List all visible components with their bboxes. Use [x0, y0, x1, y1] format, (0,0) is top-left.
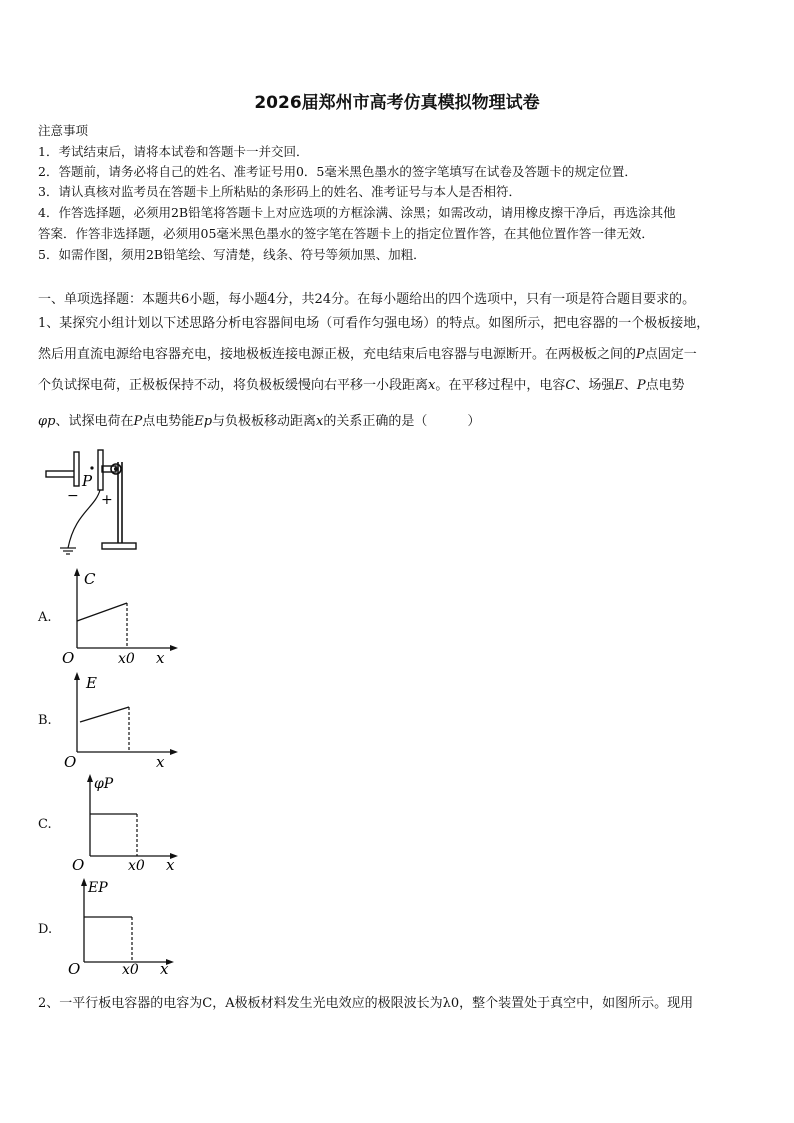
option-D-graph[interactable] — [66, 876, 186, 976]
minus-sign: − — [67, 488, 79, 504]
question-1-line-1: 1、某探究小组计划以下述思路分析电容器间电场（可看作匀强电场）的特点。如图所示，把电容器的一个极板接地， — [38, 316, 710, 331]
notice-item-4-cont: 答案．作答非选择题，必须用05毫米黑色墨水的签字笔在答题卡上的指定位置作答，在其他位置作答一律无效． — [38, 226, 654, 241]
option-D-x0: x0 — [122, 962, 139, 976]
section-heading: 一、单项选择题：本题共6小题，每小题4分，共24分。在每小题给出的四个选项中，只有一项是符合题目要求的。 — [38, 292, 696, 307]
question-2-line-1: 2、一平行板电容器的电容为C，A极板材料发生光电效应的极限波长为λ0，整个装置处于真空中，如图所示。现用 — [38, 996, 694, 1011]
option-C-x0: x0 — [128, 858, 145, 872]
notice-heading: 注意事项 — [38, 123, 89, 138]
option-C-label: C. — [38, 817, 52, 832]
option-A-graph[interactable] — [60, 568, 180, 668]
option-D-xlabel: x — [160, 960, 169, 976]
option-D-label: D. — [38, 922, 53, 937]
option-D-ylabel: EP — [88, 880, 108, 896]
question-1-line-4: φp、试探电荷在P点电势能Ep与负极板移动距离x的关系正确的是（ ） — [38, 414, 481, 429]
option-B-graph[interactable] — [60, 672, 180, 772]
capacitor-figure — [40, 448, 150, 558]
notice-item-2: 2．答题前，请务必将自己的姓名、准考证号用0．5毫米黑色墨水的签字笔填写在试卷及答题卡的规定位置． — [38, 164, 637, 179]
notice-item-5: 5．如需作图，须用2B铅笔绘、写清楚，线条、符号等须加黑、加粗． — [38, 247, 426, 262]
page-title: 2026届郑州市高考仿真模拟物理试卷 — [254, 93, 540, 113]
notice-item-3: 3．请认真核对监考员在答题卡上所粘贴的条形码上的姓名、准考证号与本人是否相符． — [38, 184, 521, 199]
option-B-label: B. — [38, 713, 52, 728]
notice-item-1: 1．考试结束后，请将本试卷和答题卡一并交回． — [38, 144, 309, 159]
option-A-origin: O — [62, 649, 75, 667]
option-C-origin: O — [72, 856, 85, 872]
option-A-x0: x0 — [118, 651, 135, 667]
question-1-line-2: 然后用直流电源给电容器充电，接地极板连接电源正极，充电结束后电容器与电源断开。在两极板之间的P点固定一 — [38, 347, 697, 362]
option-D-origin: O — [68, 960, 81, 976]
point-P-label: P — [82, 472, 93, 490]
option-A-ylabel: C — [84, 570, 96, 588]
option-A-label: A. — [38, 610, 52, 625]
option-C-graph[interactable] — [70, 772, 190, 872]
option-B-xlabel: x — [156, 753, 165, 771]
question-1-line-3: 个负试探电荷，正极板保持不动，将负极板缓慢向右平移一小段距离x。在平移过程中，电容C、场强E、P点电势 — [38, 378, 685, 393]
option-A-xlabel: x — [156, 649, 165, 667]
option-C-xlabel: x — [166, 856, 175, 872]
notice-item-4: 4．作答选择题，必须用2B铅笔将答题卡上对应选项的方框涂满、涂黑；如需改动，请用橡皮擦干净后，再选涂其他 — [38, 205, 676, 220]
option-B-origin: O — [64, 753, 77, 771]
plus-sign: + — [101, 492, 113, 508]
option-C-ylabel: φP — [94, 776, 114, 792]
option-B-ylabel: E — [86, 674, 97, 692]
